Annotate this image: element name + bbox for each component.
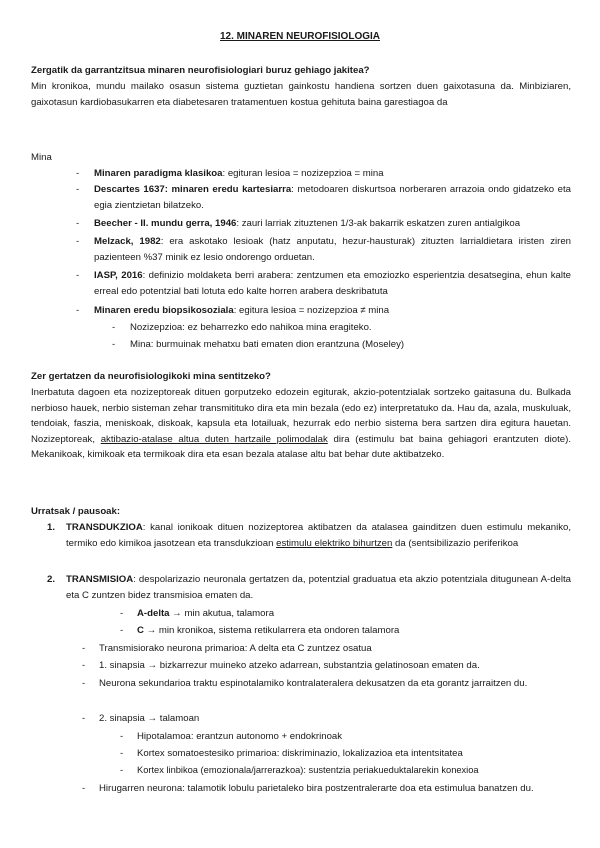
neuro-text: dira (estimulu bat baina gehiagori erantzuten diote). Mekanikoak, kimikoak eta termikoak dira eta esan bezala atalase altu bat behar dute aktibatzeko. bbox=[31, 433, 572, 461]
item-text: : egituran lesioa = nozizepzioa = mina bbox=[222, 168, 384, 179]
thalamus-text: Kortex somatoestesiko primarioa: diskriminazio, lokalizazioa eta intentsitatea bbox=[137, 748, 463, 759]
bullet-marker: - bbox=[82, 660, 86, 671]
neuron-text: Neurona sekundarioa traktu espinotalamiko kontralateralera dekusatzen da eta gorantz jarraitzen du. bbox=[99, 678, 528, 689]
neuron-text: 1. sinapsia → bizkarrezur muineko atzeko adarrean, substantzia gelatinosoan ematen da. bbox=[99, 660, 480, 671]
bullet-marker: - bbox=[82, 713, 86, 724]
step-underlined-term: estimulu elektriko bihurtzen bbox=[276, 537, 393, 549]
thalamus-text: Kortex linbikoa (emozionala/jarrerazkoa): sustentzia periakueduktalarekin konexioa bbox=[137, 765, 479, 775]
step-text: : kanal ionikoak dituen nozizeptorea aktibatzen da atalasea gainditzen duen estimulu mekaniko, termiko edo kimikoa jasotzean eta transdukzioan bbox=[66, 522, 571, 549]
step-text: : despolarizazio neuronala gertatzen da, potentzial graduatua eta akzio potentziala ditugunean A-delta eta C zuntzen bidez transmisioa ematen da. bbox=[66, 574, 571, 601]
bullet-marker: - bbox=[76, 168, 80, 179]
thalamus-text: Hipotalamoa: erantzun autonomo + endokrinoak bbox=[137, 731, 343, 742]
sub-item-text: Nozizepzioa: ez beharrezko edo nahikoa mina eragiteko. bbox=[130, 322, 372, 333]
page-title: 12. MINAREN NEUROFISIOLOGIA bbox=[219, 31, 380, 42]
item-text: : metodoaren diskurtsoa norberaren arrazoia ondo gidatzeko eta egia zientzietan bilatzeko. bbox=[94, 184, 572, 211]
step-text: da (sentsibilizazio periferikoa bbox=[392, 537, 519, 549]
bullet-marker: - bbox=[120, 765, 124, 776]
bullet-marker: - bbox=[82, 678, 86, 689]
fiber-text: → min kronikoa, sistema retikularrera eta ondoren talamora bbox=[143, 625, 400, 636]
item-term: Melzack, 1982 bbox=[94, 236, 161, 247]
bullet-marker: - bbox=[76, 270, 80, 281]
fiber-text: → min akutua, talamora bbox=[169, 608, 275, 619]
neuro-paragraph bbox=[31, 385, 571, 463]
sub-item-text: Mina: burmuinak mehatxu bati ematen dion erantzuna (Moseley) bbox=[130, 339, 405, 350]
item-term: Minaren paradigma klasikoa bbox=[94, 168, 223, 179]
bullet-marker: - bbox=[120, 608, 124, 619]
item-term: Minaren eredu biopsikosoziala bbox=[94, 305, 234, 316]
step-label: TRANSMISIOA bbox=[66, 574, 134, 585]
bullet-marker: - bbox=[76, 236, 80, 247]
bullet-marker: - bbox=[112, 322, 116, 333]
neuron-text: 2. sinapsia → talamoan bbox=[99, 713, 200, 724]
steps-heading: Urratsak / pausoak: bbox=[31, 506, 121, 517]
bullet-marker: - bbox=[120, 625, 124, 636]
bullet-marker: - bbox=[120, 731, 124, 742]
step-number: 2. bbox=[47, 574, 56, 585]
item-text: : egitura lesioa = nozizepzioa ≠ mina bbox=[233, 305, 390, 316]
bullet-marker: - bbox=[76, 218, 80, 229]
bullet-marker: - bbox=[76, 184, 80, 195]
mina-heading: Mina bbox=[31, 152, 52, 163]
bullet-marker: - bbox=[76, 305, 80, 316]
neuro-text: Inerbatuta dagoen eta nozizeptoreak dituen gorputzeko edozein egiturak, akzio-potentzialak sortzeko gaitasuna du. Bulkada nerbioso hauek, nerbio sisteman zehar transmitituko dira eta min bezala (edo ez) interpretatuko da. Hau da, azala, muskuluak, tendoiak, faszia, meniskoak, diskoak, kapsula eta lotailuak, hezurrak edo nerbio sistema bera sartzen dira egitura hauetan. Nozizeptoreak, bbox=[31, 387, 571, 445]
bullet-marker: - bbox=[82, 643, 86, 654]
neuron-text: Hirugarren neurona: talamotik lobulu parietaleko bira postzentralerarte doa eta estimulua banatzen du. bbox=[99, 783, 534, 794]
item-term: IASP, 2016 bbox=[94, 270, 143, 281]
item-text: : zauri larriak zituztenen 1/3-ak bakarrik eskatzen zuren antialgikoa bbox=[236, 218, 521, 229]
fiber-name: A-delta bbox=[137, 608, 170, 619]
item-text: : era askotako lesioak (hatz anputatu, hezur-hausturak) zituzten larrialdietara iristen ziren pazienteen %37 minik ez lesio ondorengo orduetan. bbox=[94, 236, 571, 263]
step-label: TRANSDUKZIOA bbox=[66, 522, 143, 533]
step-number: 1. bbox=[47, 522, 56, 533]
neuro-underlined-term: aktibazio-atalase altua duten hartzaile polimodalak bbox=[100, 433, 328, 445]
bullet-marker: - bbox=[120, 748, 124, 759]
neuron-text: Transmisiorako neurona primarioa: A delta eta C zuntzez osatua bbox=[99, 643, 372, 654]
intro-question: Zergatik da garrantzitsua minaren neurofisiologiari buruz gehiago jakitea? bbox=[31, 65, 370, 76]
fiber-name: C bbox=[137, 625, 144, 636]
item-term: Descartes 1637: minaren eredu kartesiarra bbox=[94, 184, 292, 195]
neuro-question: Zer gertatzen da neurofisiologikoki mina sentitzeko? bbox=[31, 371, 271, 382]
item-term: Beecher - II. mundu gerra, 1946 bbox=[94, 218, 237, 229]
intro-answer: Min kronikoa, mundu mailako osasun sistema guztietan gainkostu handiena sortzen duen gaixotasuna da. Minbiziaren, gaixotasun kardiobasukarren eta diabetesaren tratamentuen kostua gehituta baina garestiagoa da bbox=[31, 81, 571, 108]
item-text: : definizio moldaketa berri arabera: zentzumen eta emoziozko esperientzia desatsegina, ehun kalte erreal edo potentzial bati lotuta edo kalte horren arabera deskribatuta bbox=[94, 270, 571, 297]
bullet-marker: - bbox=[112, 339, 116, 350]
bullet-marker: - bbox=[82, 783, 86, 794]
